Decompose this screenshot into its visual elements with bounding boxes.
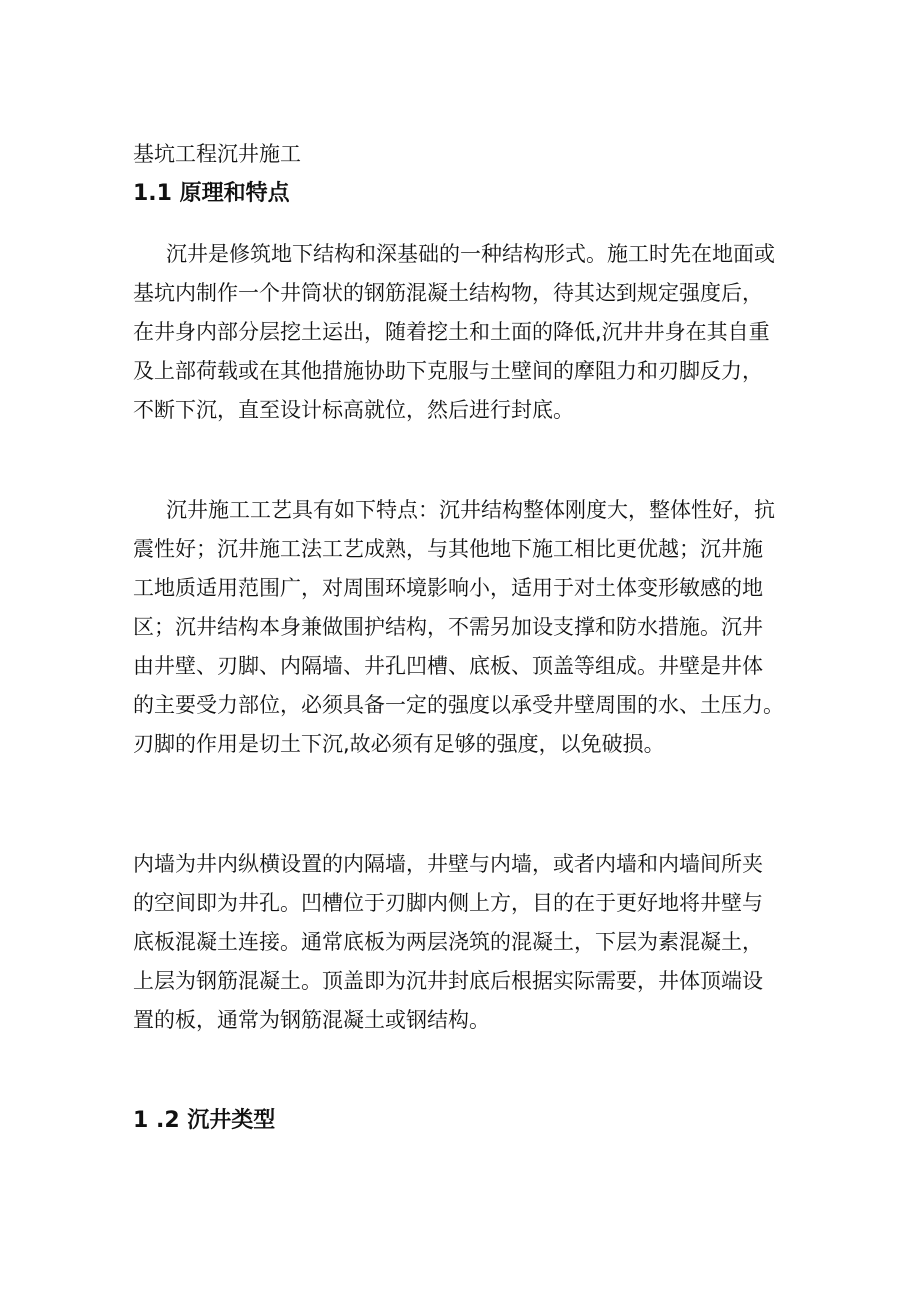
paragraph-line: 不断下沉，直至设计标高就位，然后进行封底。	[133, 398, 574, 422]
paragraph-line: 震性好；沉井施工法工艺成熟，与其他地下施工相比更优越；沉井施	[133, 537, 763, 561]
paragraph-line: 置的板，通常为钢筋混凝土或钢结构。	[133, 1008, 490, 1032]
paragraph-features	[133, 491, 803, 764]
paragraph-line: 上层为钢筋混凝土。顶盖即为沉井封底后根据实际需要，井体顶端设	[133, 969, 763, 993]
section-heading-1-1: 1.1 原理和特点	[133, 181, 290, 206]
paragraph-line: 区；沉井结构本身兼做围护结构，不需另加设支撑和防水措施。沉井	[133, 615, 763, 639]
section-heading-1-2: 1 .2 沉井类型	[133, 1108, 276, 1133]
paragraph-line: 的主要受力部位，必须具备一定的强度以承受井壁周围的水、土压力。	[133, 693, 784, 717]
paragraph-components	[133, 845, 803, 1040]
document-title: 基坑工程沉井施工	[133, 142, 301, 166]
paragraph-line: 内墙为井内纵横设置的内隔墙，井壁与内墙，或者内墙和内墙间所夹	[133, 852, 763, 876]
paragraph-line: 沉井施工工艺具有如下特点：沉井结构整体刚度大，整体性好，抗	[166, 498, 775, 522]
paragraph-principle	[133, 235, 803, 430]
paragraph-line: 底板混凝土连接。通常底板为两层浇筑的混凝土，下层为素混凝土，	[133, 930, 763, 954]
paragraph-line: 基坑内制作一个井筒状的钢筋混凝土结构物，待其达到规定强度后，	[133, 281, 763, 305]
paragraph-line: 及上部荷载或在其他措施协助下克服与土壁间的摩阻力和刃脚反力，	[133, 359, 763, 383]
paragraph-line: 由井壁、刃脚、内隔墙、井孔凹槽、底板、顶盖等组成。井壁是井体	[133, 654, 763, 678]
paragraph-line: 沉井是修筑地下结构和深基础的一种结构形式。施工时先在地面或	[166, 242, 775, 266]
paragraph-line: 在井身内部分层挖土运出，随着挖土和土面的降低,沉井井身在其自重	[133, 320, 770, 344]
paragraph-line: 的空间即为井孔。凹槽位于刃脚内侧上方，目的在于更好地将井壁与	[133, 891, 763, 915]
paragraph-line: 刃脚的作用是切土下沉,故必须有足够的强度，以免破损。	[133, 732, 665, 756]
paragraph-line: 工地质适用范围广，对周围环境影响小，适用于对土体变形敏感的地	[133, 576, 763, 600]
